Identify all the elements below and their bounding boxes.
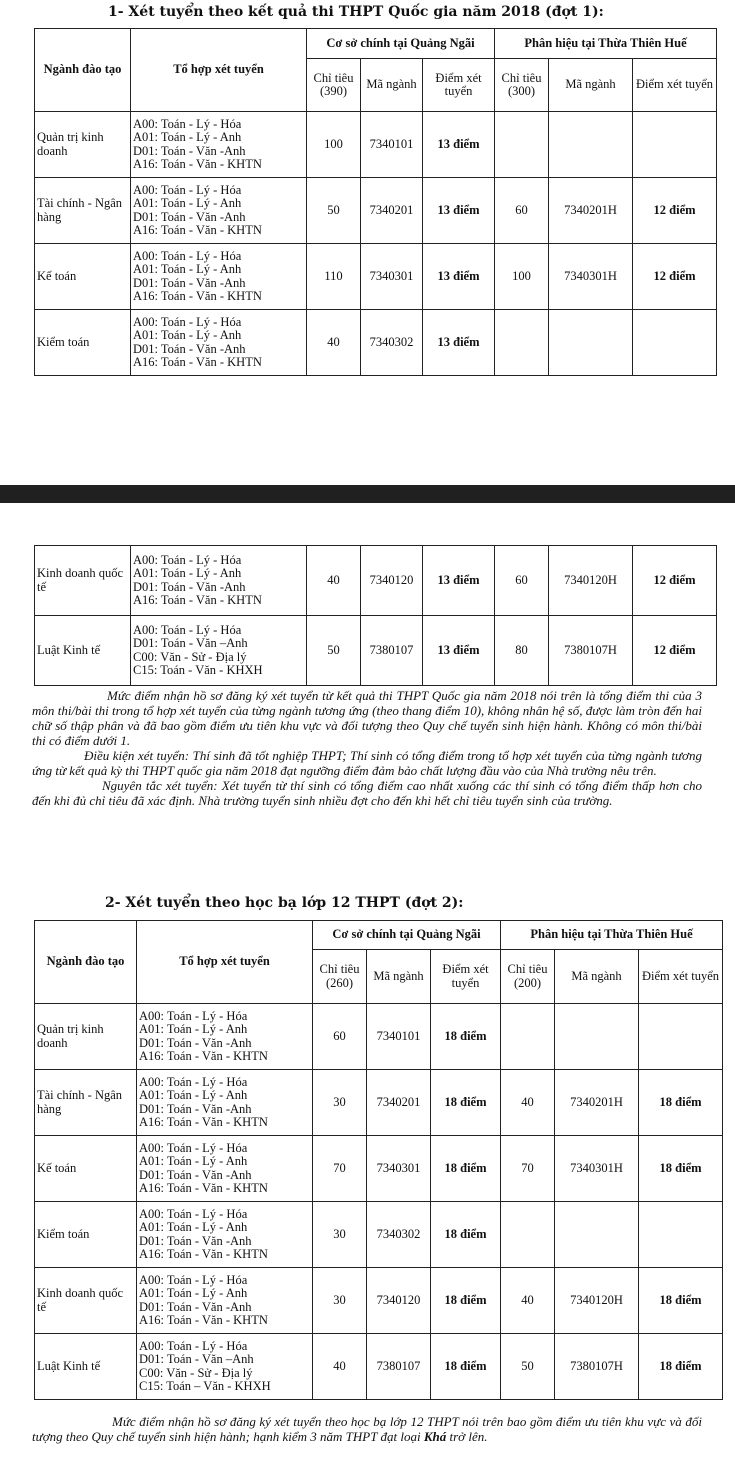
major-name: Kinh doanh quốc tế <box>35 1268 137 1334</box>
ma-nganh-a: 7380107 <box>367 1334 431 1400</box>
diem-a: 13 điểm <box>423 310 495 376</box>
combo-line: D01: Toán - Văn -Anh <box>139 1167 252 1182</box>
header-campus-quang-ngai: Cơ sở chính tại Quảng Ngãi <box>313 921 501 950</box>
table-row <box>35 616 717 686</box>
diem-b: 12 điểm <box>633 244 717 310</box>
chi-tieu-a: 40 <box>313 1334 367 1400</box>
diem-b <box>639 1004 723 1070</box>
diem-a: 18 điểm <box>431 1136 501 1202</box>
header-diem-b: Điểm xét tuyển <box>633 59 717 112</box>
combo-line: A16: Toán - Văn - KHTN <box>139 1246 268 1261</box>
header-chi-tieu-b: Chỉ tiêu (300) <box>495 59 549 112</box>
combo-line: A01: Toán - Lý - Anh <box>139 1286 248 1301</box>
combo-line: A01: Toán - Lý - Anh <box>133 262 242 277</box>
diem-a: 13 điểm <box>423 546 495 616</box>
combo-line: A00: Toán - Lý - Hóa <box>133 249 242 264</box>
combo <box>131 310 307 376</box>
combo-line: A16: Toán - Văn - KHTN <box>133 222 262 237</box>
combo-line: A16: Toán - Văn - KHTN <box>139 1048 268 1063</box>
ma-nganh-a: 7340120 <box>367 1268 431 1334</box>
combo-line: C00: Văn - Sử - Địa lý <box>133 649 247 664</box>
major-name: Tài chính - Ngân hàng <box>35 178 131 244</box>
combo <box>137 1202 313 1268</box>
ma-nganh-b <box>549 310 633 376</box>
combo-line: A00: Toán - Lý - Hóa <box>139 1273 248 1288</box>
major-name: Kinh doanh quốc tế <box>35 546 131 616</box>
table-dot1 <box>34 28 717 376</box>
chi-tieu-b <box>501 1202 555 1268</box>
chi-tieu-b: 80 <box>495 616 549 686</box>
major-name: Quản trị kinh doanh <box>35 1004 137 1070</box>
diem-a: 18 điểm <box>431 1268 501 1334</box>
notes-dot1 <box>32 688 702 808</box>
header-diem-a: Điểm xét tuyển <box>423 59 495 112</box>
header-campus-hue: Phân hiệu tại Thừa Thiên Huế <box>501 921 723 950</box>
chi-tieu-a: 50 <box>307 616 361 686</box>
ma-nganh-a: 7340101 <box>361 112 423 178</box>
combo-line: D01: Toán - Văn -Anh <box>139 1233 252 1248</box>
combo-line: A00: Toán - Lý - Hóa <box>139 1075 248 1090</box>
combo-line: A00: Toán - Lý - Hóa <box>133 117 242 132</box>
diem-b <box>633 310 717 376</box>
table-dot2 <box>34 920 723 1400</box>
header-ma-nganh-a: Mã ngành <box>367 950 431 1004</box>
combo-line: D01: Toán - Văn -Anh <box>133 341 246 356</box>
table-row <box>35 1136 723 1202</box>
chi-tieu-a: 30 <box>313 1070 367 1136</box>
major-name: Kế toán <box>35 244 131 310</box>
diem-a: 13 điểm <box>423 178 495 244</box>
combo-line: A00: Toán - Lý - Hóa <box>139 1009 248 1024</box>
header-ma-nganh-b: Mã ngành <box>555 950 639 1004</box>
table-row <box>35 178 717 244</box>
combo-line: D01: Toán - Văn -Anh <box>139 1101 252 1116</box>
chi-tieu-b: 60 <box>495 546 549 616</box>
combo-line: A01: Toán - Lý - Anh <box>139 1154 248 1169</box>
ma-nganh-a: 7340302 <box>361 310 423 376</box>
combo-line: D01: Toán - Văn -Anh <box>133 143 246 158</box>
ma-nganh-b: 7340201H <box>549 178 633 244</box>
chi-tieu-b: 40 <box>501 1070 555 1136</box>
combo-line: A01: Toán - Lý - Anh <box>139 1088 248 1103</box>
combo-line: A16: Toán - Văn - KHTN <box>133 354 262 369</box>
ma-nganh-b: 7340301H <box>555 1136 639 1202</box>
table-dot1-continued <box>34 545 717 686</box>
chi-tieu-a: 70 <box>313 1136 367 1202</box>
diem-b: 18 điểm <box>639 1334 723 1400</box>
chi-tieu-b: 100 <box>495 244 549 310</box>
combo <box>137 1070 313 1136</box>
combo-line: A00: Toán - Lý - Hóa <box>139 1141 248 1156</box>
header-chi-tieu-a: Chỉ tiêu (260) <box>313 950 367 1004</box>
combo-line: D01: Toán - Văn –Anh <box>133 636 248 651</box>
combo-line: A16: Toán - Văn - KHTN <box>133 156 262 171</box>
note-muc-diem: Mức điểm nhận hồ sơ đăng ký xét tuyển từ kết quả thi THPT Quốc gia năm 2018 nói trên là tổng điểm thi của 3 môn thi/bài thi trong tổ hợp xét tuyển của từng ngành tương ứng (theo thang điểm 10), không nhân hệ số, được làm tròn đến hai chữ số thập phân và đã bao gồm điểm ưu tiên khu vực và đối tượng theo Quy chế tuyển sinh hiện hành. Không có môn thi/bài thi có điểm dưới 1. <box>32 688 702 748</box>
combo-line: D01: Toán - Văn -Anh <box>139 1035 252 1050</box>
combo-line: A01: Toán - Lý - Anh <box>133 196 242 211</box>
combo <box>137 1004 313 1070</box>
combo-line: A00: Toán - Lý - Hóa <box>133 623 242 638</box>
combo <box>137 1334 313 1400</box>
diem-a: 18 điểm <box>431 1004 501 1070</box>
section1-title: 1- Xét tuyển theo kết quả thi THPT Quốc gia năm 2018 (đợt 1): <box>108 4 604 20</box>
combo-line: A00: Toán - Lý - Hóa <box>139 1339 248 1354</box>
diem-b <box>633 112 717 178</box>
diem-a: 13 điểm <box>423 112 495 178</box>
chi-tieu-b: 70 <box>501 1136 555 1202</box>
diem-b: 18 điểm <box>639 1136 723 1202</box>
section2-title: 2- Xét tuyển theo học bạ lớp 12 THPT (đợt 2): <box>105 895 464 911</box>
ma-nganh-b: 7340201H <box>555 1070 639 1136</box>
combo <box>131 546 307 616</box>
diem-b: 18 điểm <box>639 1268 723 1334</box>
major-name: Kiểm toán <box>35 1202 137 1268</box>
chi-tieu-a: 40 <box>307 546 361 616</box>
combo-line: A00: Toán - Lý - Hóa <box>133 183 242 198</box>
chi-tieu-b: 40 <box>501 1268 555 1334</box>
major-name: Kế toán <box>35 1136 137 1202</box>
combo-line: C15: Toán - Văn - KHXH <box>133 662 263 677</box>
combo-line: A01: Toán - Lý - Anh <box>139 1022 248 1037</box>
ma-nganh-a: 7340302 <box>367 1202 431 1268</box>
note-hoc-ba: Mức điểm nhận hồ sơ đăng ký xét tuyển theo học bạ lớp 12 THPT nói trên bao gồm điểm ưu tiên khu vực và đối tượng theo Quy chế tuyển sinh hiện hành; hạnh kiểm 3 năm THPT đạt loại Khá trở lên. <box>32 1414 702 1444</box>
combo-line: C00: Văn - Sử - Địa lý <box>139 1365 253 1380</box>
chi-tieu-b: 60 <box>495 178 549 244</box>
major-name: Luật Kinh tế <box>35 616 131 686</box>
combo <box>137 1136 313 1202</box>
chi-tieu-a: 50 <box>307 178 361 244</box>
major-name: Luật Kinh tế <box>35 1334 137 1400</box>
header-campus-hue: Phân hiệu tại Thừa Thiên Huế <box>495 29 717 59</box>
diem-a: 18 điểm <box>431 1070 501 1136</box>
chi-tieu-a: 60 <box>313 1004 367 1070</box>
header-diem-a: Điểm xét tuyển <box>431 950 501 1004</box>
ma-nganh-a: 7380107 <box>361 616 423 686</box>
major-name: Kiểm toán <box>35 310 131 376</box>
table-row <box>35 1004 723 1070</box>
combo-line: D01: Toán - Văn –Anh <box>139 1352 254 1367</box>
ma-nganh-b <box>555 1004 639 1070</box>
ma-nganh-a: 7340301 <box>361 244 423 310</box>
combo-line: A16: Toán - Văn - KHTN <box>139 1180 268 1195</box>
header-nganh: Ngành đào tạo <box>35 921 137 1004</box>
table-row <box>35 1202 723 1268</box>
ma-nganh-b: 7340120H <box>555 1268 639 1334</box>
ma-nganh-a: 7340201 <box>361 178 423 244</box>
table-row <box>35 244 717 310</box>
header-campus-quang-ngai: Cơ sở chính tại Quảng Ngãi <box>307 29 495 59</box>
combo-line: D01: Toán - Văn -Anh <box>133 209 246 224</box>
chi-tieu-b: 50 <box>501 1334 555 1400</box>
ma-nganh-a: 7340201 <box>367 1070 431 1136</box>
header-tohop: Tổ hợp xét tuyển <box>137 921 313 1004</box>
page-separator <box>0 485 735 503</box>
diem-b: 12 điểm <box>633 178 717 244</box>
header-nganh: Ngành đào tạo <box>35 29 131 112</box>
combo-line: A00: Toán - Lý - Hóa <box>139 1207 248 1222</box>
ma-nganh-b <box>549 112 633 178</box>
combo <box>137 1268 313 1334</box>
chi-tieu-a: 100 <box>307 112 361 178</box>
header-chi-tieu-a: Chỉ tiêu (390) <box>307 59 361 112</box>
combo <box>131 112 307 178</box>
diem-b <box>639 1202 723 1268</box>
diem-a: 18 điểm <box>431 1202 501 1268</box>
ma-nganh-a: 7340120 <box>361 546 423 616</box>
combo-line: D01: Toán - Văn -Anh <box>139 1299 252 1314</box>
major-name: Tài chính - Ngân hàng <box>35 1070 137 1136</box>
ma-nganh-a: 7340101 <box>367 1004 431 1070</box>
chi-tieu-a: 30 <box>313 1268 367 1334</box>
table-row <box>35 310 717 376</box>
ma-nganh-b: 7340120H <box>549 546 633 616</box>
combo-line: A00: Toán - Lý - Hóa <box>133 315 242 330</box>
chi-tieu-a: 30 <box>313 1202 367 1268</box>
table-row <box>35 1070 723 1136</box>
combo <box>131 616 307 686</box>
diem-b: 12 điểm <box>633 616 717 686</box>
ma-nganh-b: 7380107H <box>549 616 633 686</box>
combo-line: A16: Toán - Văn - KHTN <box>139 1312 268 1327</box>
ma-nganh-a: 7340301 <box>367 1136 431 1202</box>
header-ma-nganh-b: Mã ngành <box>549 59 633 112</box>
table-row <box>35 1268 723 1334</box>
header-diem-b: Điểm xét tuyển <box>639 950 723 1004</box>
header-ma-nganh-a: Mã ngành <box>361 59 423 112</box>
combo-line: A00: Toán - Lý - Hóa <box>133 553 242 568</box>
combo-line: D01: Toán - Văn -Anh <box>133 579 246 594</box>
diem-a: 18 điểm <box>431 1334 501 1400</box>
ma-nganh-b: 7380107H <box>555 1334 639 1400</box>
combo-line: C15: Toán – Văn - KHXH <box>139 1378 271 1393</box>
combo <box>131 178 307 244</box>
table-row <box>35 112 717 178</box>
combo-line: A16: Toán - Văn - KHTN <box>139 1114 268 1129</box>
chi-tieu-b <box>501 1004 555 1070</box>
chi-tieu-b <box>495 310 549 376</box>
table-row <box>35 1334 723 1400</box>
ma-nganh-b <box>555 1202 639 1268</box>
diem-b: 18 điểm <box>639 1070 723 1136</box>
header-chi-tieu-b: Chỉ tiêu (200) <box>501 950 555 1004</box>
table-row <box>35 546 717 616</box>
combo-line: A16: Toán - Văn - KHTN <box>133 592 262 607</box>
notes-dot2 <box>32 1414 702 1444</box>
diem-a: 13 điểm <box>423 244 495 310</box>
combo-line: A16: Toán - Văn - KHTN <box>133 288 262 303</box>
combo-line: D01: Toán - Văn -Anh <box>133 275 246 290</box>
combo-line: A01: Toán - Lý - Anh <box>139 1220 248 1235</box>
combo-line: A01: Toán - Lý - Anh <box>133 566 242 581</box>
combo <box>131 244 307 310</box>
combo-line: A01: Toán - Lý - Anh <box>133 328 242 343</box>
combo-line: A01: Toán - Lý - Anh <box>133 130 242 145</box>
diem-b: 12 điểm <box>633 546 717 616</box>
major-name: Quản trị kinh doanh <box>35 112 131 178</box>
chi-tieu-b <box>495 112 549 178</box>
diem-a: 13 điểm <box>423 616 495 686</box>
header-tohop: Tổ hợp xét tuyển <box>131 29 307 112</box>
note-nguyen-tac: Nguyên tắc xét tuyển: Xét tuyển từ thí sinh có tổng điểm cao nhất xuống các thí sinh có tổng điểm thấp hơn cho đến khi đủ chỉ tiêu đã xác định. Nhà trường tuyển sinh nhiều đợt cho đến khi hết chỉ tiêu tuyển sinh của trường. <box>32 778 702 808</box>
chi-tieu-a: 40 <box>307 310 361 376</box>
note-dieu-kien: Điều kiện xét tuyển: Thí sinh đã tốt nghiệp THPT; Thí sinh có tổng điểm trong tổ hợp xét tuyển của từng ngành tương ứng từ kết quả kỳ thi THPT quốc gia năm 2018 đạt ngưỡng điểm đảm bảo chất lượng đầu vào của Nhà trường nêu trên. <box>32 748 702 778</box>
chi-tieu-a: 110 <box>307 244 361 310</box>
ma-nganh-b: 7340301H <box>549 244 633 310</box>
